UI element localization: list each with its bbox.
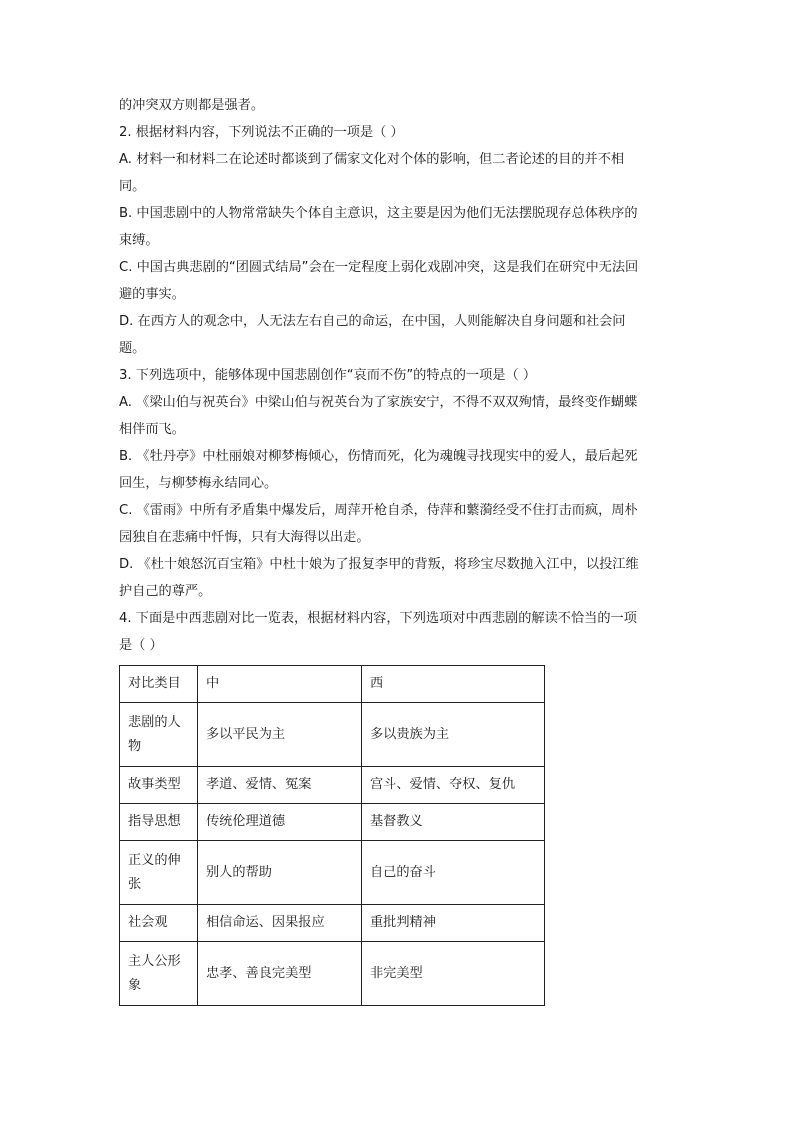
- table-cell: 多以平民为主: [198, 703, 362, 767]
- table-cell: 别人的帮助: [198, 841, 362, 905]
- table-cell: 指导思想: [120, 804, 198, 841]
- table-cell: 相信命运、因果报应: [198, 905, 362, 942]
- question-3-stem: 3. 下列选项中，能够体现中国悲剧创作“哀而不伤”的特点的一项是（ ）: [119, 368, 537, 383]
- question-4-stem: 是（ ）: [119, 638, 163, 653]
- table-cell: 自己的奋斗: [362, 841, 545, 905]
- table-cell: 多以贵族为主: [362, 703, 545, 767]
- table-cell: 忠孝、善良完美型: [198, 942, 362, 1006]
- option-b-line: 回生，与柳梦梅永结同心。: [119, 476, 278, 491]
- option-b-line: 束缚。: [119, 233, 159, 248]
- comparison-table: [119, 665, 545, 1006]
- table-row: [120, 841, 545, 905]
- option-a-line: A. 材料一和材料二在论述时都谈到了儒家文化对个体的影响，但二者论述的目的并不相: [119, 152, 625, 167]
- option-b-line: B. 中国悲剧中的人物常常缺失个体自主意识，这主要是因为他们无法摆脱现存总体秩序的: [119, 206, 638, 221]
- table-cell: 悲剧的人物: [120, 703, 198, 767]
- table-cell: 宫斗、爱情、夺权、复仇: [362, 767, 545, 804]
- document-page: [119, 92, 675, 1006]
- option-b-line: B. 《牡丹亭》中杜丽娘对柳梦梅倾心，伤情而死，化为魂魄寻找现实中的爱人，最后起死: [119, 449, 638, 464]
- table-row: [120, 905, 545, 942]
- table-row: [120, 804, 545, 841]
- question-2-stem: 2. 根据材料内容，下列说法不正确的一项是（ ）: [119, 125, 404, 140]
- table-header-cell: 中: [198, 666, 362, 703]
- text-line: 的冲突双方则都是强者。: [119, 98, 265, 113]
- option-d-line: D. 在西方人的观念中，人无法左右自己的命运，在中国，人则能解决自身问题和社会问: [119, 314, 626, 329]
- table-header-cell: 对比类目: [120, 666, 198, 703]
- table-cell: 孝道、爱情、冤案: [198, 767, 362, 804]
- question-4-stem: 4. 下面是中西悲剧对比一览表，根据材料内容，下列选项对中西悲剧的解读不恰当的一项: [119, 611, 637, 626]
- table-cell: 基督教义: [362, 804, 545, 841]
- option-c-line: 园独自在悲痛中忏悔，只有大海得以出走。: [119, 530, 370, 545]
- table-row: [120, 767, 545, 804]
- table-header-cell: 西: [362, 666, 545, 703]
- option-a-line: 同。: [119, 179, 146, 194]
- option-d-line: D. 《杜十娘怒沉百宝箱》中杜十娘为了报复李甲的背叛，将珍宝尽数抛入江中，以投江维: [119, 557, 639, 572]
- table-cell: 故事类型: [120, 767, 198, 804]
- table-cell: 重批判精神: [362, 905, 545, 942]
- option-a-line: 相伴而飞。: [119, 422, 185, 437]
- comparison-table-wrapper: [119, 665, 675, 1006]
- option-a-line: A. 《梁山伯与祝英台》中梁山伯与祝英台为了家族安宁，不得不双双殉情，最终变作蝴蝶: [119, 395, 638, 410]
- table-cell: 传统伦理道德: [198, 804, 362, 841]
- table-cell: 非完美型: [362, 942, 545, 1006]
- option-c-line: 避的事实。: [119, 287, 185, 302]
- option-c-line: C. 《雷雨》中所有矛盾集中爆发后，周萍开枪自杀，侍萍和蘩漪经受不住打击而疯，周朴: [119, 503, 638, 518]
- table-cell: 正义的伸张: [120, 841, 198, 905]
- table-row: [120, 942, 545, 1006]
- table-header-row: [120, 666, 545, 703]
- table-cell: 主人公形象: [120, 942, 198, 1006]
- option-c-line: C. 中国古典悲剧的“团圆式结局”会在一定程度上弱化戏剧冲突，这是我们在研究中无法回: [119, 260, 639, 275]
- table-cell: 社会观: [120, 905, 198, 942]
- option-d-line: 护自己的尊严。: [119, 584, 212, 599]
- table-row: [120, 703, 545, 767]
- option-d-line: 题。: [119, 341, 146, 356]
